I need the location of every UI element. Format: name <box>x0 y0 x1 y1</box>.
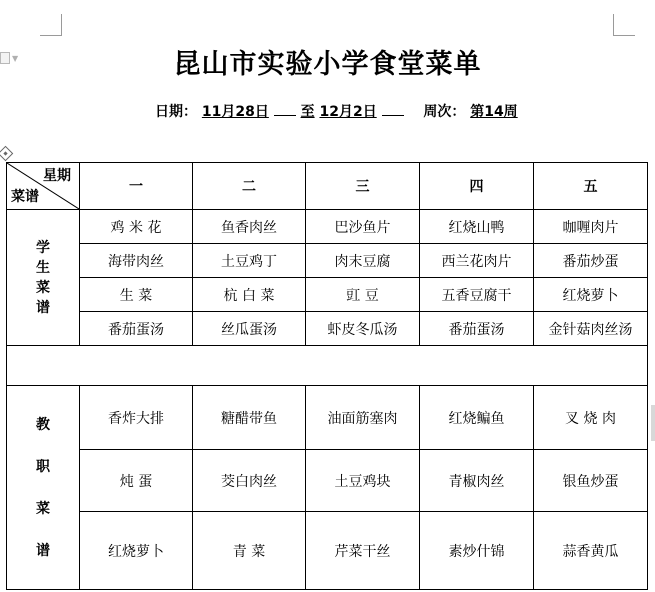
student-menu-label: 学 生 菜 谱 <box>7 210 80 346</box>
dish-cell: 肉末豆腐 <box>306 244 420 278</box>
dish-cell: 鸡 米 花 <box>80 210 193 244</box>
dish-cell: 香炸大排 <box>80 386 193 450</box>
dish-cell: 素炒什锦 <box>420 512 534 590</box>
underline-spacer <box>274 103 296 116</box>
crop-mark-right-h <box>613 35 635 36</box>
dish-cell: 青 菜 <box>193 512 306 590</box>
day-header: 一 <box>80 163 193 210</box>
corner-menu-label: 菜谱 <box>11 189 39 205</box>
date-to: 至 <box>300 104 315 120</box>
dish-cell: 咖喱肉片 <box>534 210 648 244</box>
student-row <box>7 312 648 346</box>
date-label: 日期： <box>155 104 197 120</box>
day-header: 三 <box>306 163 420 210</box>
dish-cell: 豇 豆 <box>306 278 420 312</box>
week-value: 第14周 <box>470 104 518 120</box>
dish-cell: 金针菇肉丝汤 <box>534 312 648 346</box>
day-header: 二 <box>193 163 306 210</box>
dropdown-arrow-icon: ▼ <box>12 54 19 63</box>
page-title: 昆山市实验小学食堂菜单 <box>173 49 482 80</box>
staff-row <box>7 450 648 512</box>
blank-separator-row <box>7 346 648 386</box>
staff-row <box>7 386 648 450</box>
dish-cell: 番茄炒蛋 <box>534 244 648 278</box>
crop-mark-left-v <box>61 14 62 36</box>
underline-spacer <box>382 103 404 116</box>
dish-cell: 油面筋塞肉 <box>306 386 420 450</box>
dish-cell: 红烧萝卜 <box>534 278 648 312</box>
dish-cell: 杭 白 菜 <box>193 278 306 312</box>
dish-cell: 西兰花肉片 <box>420 244 534 278</box>
dish-cell: 茭白肉丝 <box>193 450 306 512</box>
dish-cell: 芹菜干丝 <box>306 512 420 590</box>
dish-cell: 巴沙鱼片 <box>306 210 420 244</box>
corner-weekday-label: 星期 <box>43 168 71 184</box>
date-end: 12月2日 <box>319 104 377 120</box>
corner-cell <box>7 163 80 210</box>
dish-cell: 丝瓜蛋汤 <box>193 312 306 346</box>
day-header: 五 <box>534 163 648 210</box>
dish-cell: 红烧鳊鱼 <box>420 386 534 450</box>
student-row <box>7 210 648 244</box>
student-row <box>7 278 648 312</box>
staff-menu-label: 教 职 菜 谱 <box>7 386 80 590</box>
dish-cell: 炖 蛋 <box>80 450 193 512</box>
crop-mark-left-h <box>40 35 62 36</box>
scrollbar-thumb[interactable] <box>651 405 655 441</box>
staff-row <box>7 512 648 590</box>
crop-mark-right-v <box>613 14 614 36</box>
dish-cell: 生 菜 <box>80 278 193 312</box>
header-row <box>7 163 648 210</box>
dish-cell: 银鱼炒蛋 <box>534 450 648 512</box>
dish-cell: 红烧萝卜 <box>80 512 193 590</box>
dish-cell: 土豆鸡块 <box>306 450 420 512</box>
dish-cell: 虾皮冬瓜汤 <box>306 312 420 346</box>
dish-cell: 红烧山鸭 <box>420 210 534 244</box>
dish-cell: 鱼香肉丝 <box>193 210 306 244</box>
dish-cell: 青椒肉丝 <box>420 450 534 512</box>
dish-cell: 海带肉丝 <box>80 244 193 278</box>
dish-cell: 土豆鸡丁 <box>193 244 306 278</box>
dish-cell: 蒜香黄瓜 <box>534 512 648 590</box>
date-line <box>155 101 518 121</box>
dish-cell: 叉 烧 肉 <box>534 386 648 450</box>
dish-cell: 五香豆腐干 <box>420 278 534 312</box>
menu-table <box>6 162 648 590</box>
student-row <box>7 244 648 278</box>
blank-cell <box>7 346 648 386</box>
dish-cell: 糖醋带鱼 <box>193 386 306 450</box>
table-move-handle-icon[interactable] <box>0 146 13 162</box>
date-start: 11月28日 <box>201 104 269 120</box>
dish-cell: 番茄蛋汤 <box>80 312 193 346</box>
day-header: 四 <box>420 163 534 210</box>
dish-cell: 番茄蛋汤 <box>420 312 534 346</box>
week-label: 周次： <box>423 104 466 120</box>
